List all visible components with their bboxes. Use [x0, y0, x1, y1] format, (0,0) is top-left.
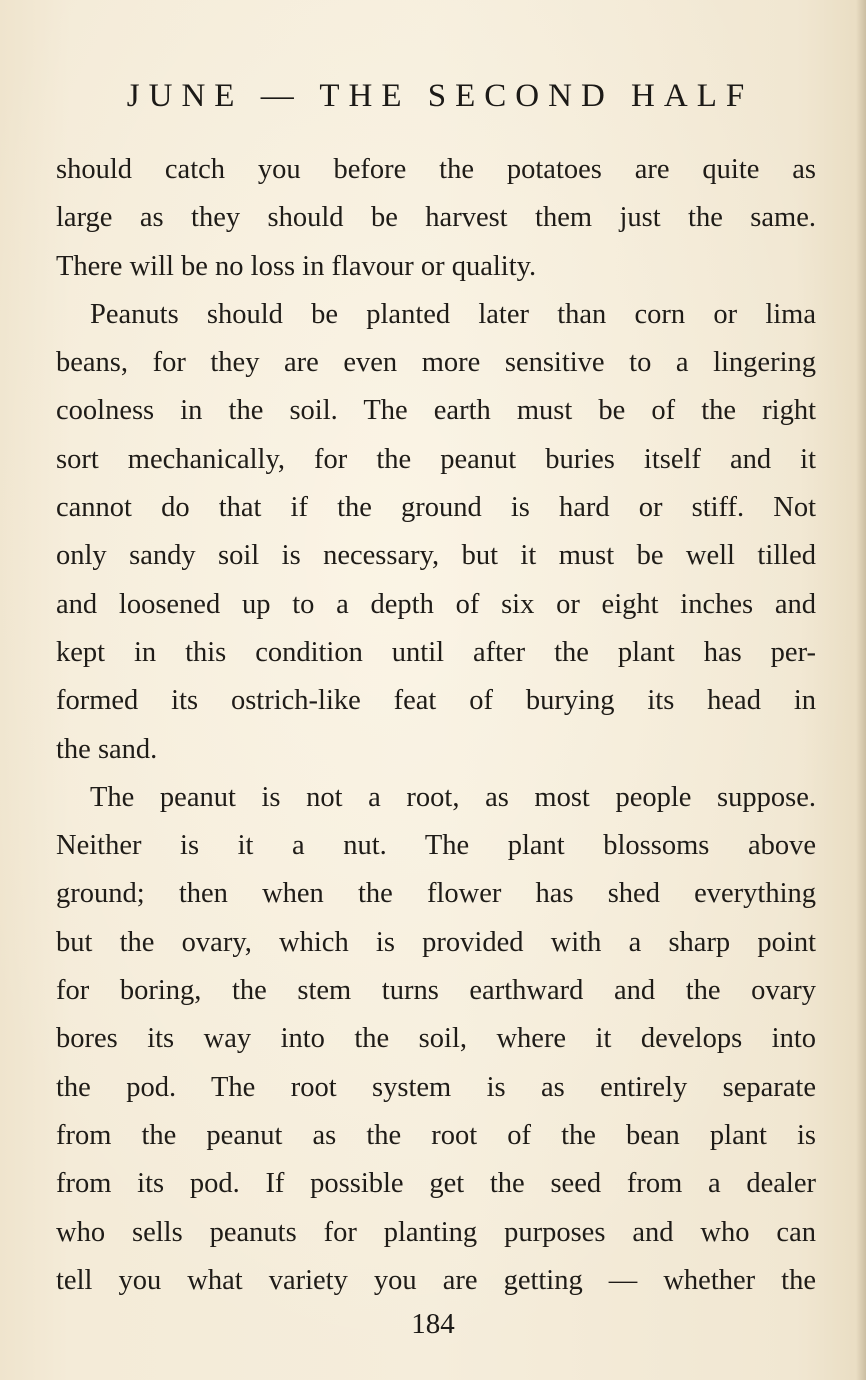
text-line: There will be no loss in flavour or quality. [56, 250, 537, 282]
text-line: kept in this condition until after the plant has per- [56, 636, 816, 668]
text-line: ground; then when the flower has shed everything [56, 878, 816, 910]
text-line: and loosened up to a depth of six or eight inches and [56, 588, 816, 620]
text-line: The peanut is not a root, as most people suppose. [90, 781, 816, 813]
paragraph-1 [56, 146, 816, 291]
text-line: formed its ostrich-like feat of burying its head in [56, 685, 816, 717]
body-text [56, 146, 816, 1305]
text-line: Neither is it a nut. The plant blossoms above [56, 830, 816, 862]
paragraph-2 [56, 291, 816, 774]
text-line: the pod. The root system is as entirely separate [56, 1071, 816, 1103]
running-head: JUNE — THE SECOND HALF [126, 78, 754, 114]
text-line: should catch you before the potatoes are quite as [56, 154, 816, 185]
text-line: beans, for they are even more sensitive to a lingering [56, 347, 816, 379]
page-number: 184 [411, 1308, 455, 1340]
text-line: coolness in the soil. The earth must be of the right [56, 395, 816, 427]
text-line: from its pod. If possible get the seed from a dealer [56, 1168, 816, 1200]
text-line: sort mechanically, for the peanut buries itself and it [56, 443, 816, 475]
text-line: the sand. [56, 733, 158, 765]
text-line: large as they should be harvest them just the same. [56, 202, 816, 234]
text-line: from the peanut as the root of the bean plant is [56, 1119, 816, 1151]
text-line: who sells peanuts for planting purposes and who can [56, 1216, 816, 1248]
text-line: cannot do that if the ground is hard or stiff. Not [56, 492, 816, 524]
paragraph-3 [56, 774, 816, 1305]
text-line: for boring, the stem turns earthward and the ovary [56, 975, 816, 1007]
text-line: tell you what variety you are getting — whether the [56, 1264, 816, 1296]
text-line: but the ovary, which is provided with a sharp point [56, 926, 816, 958]
page-edge-shadow [856, 0, 866, 1380]
text-line: bores its way into the soil, where it develops into [56, 1023, 816, 1055]
text-line: Peanuts should be planted later than corn or lima [90, 298, 816, 330]
text-line: only sandy soil is necessary, but it must be well tilled [56, 540, 816, 572]
